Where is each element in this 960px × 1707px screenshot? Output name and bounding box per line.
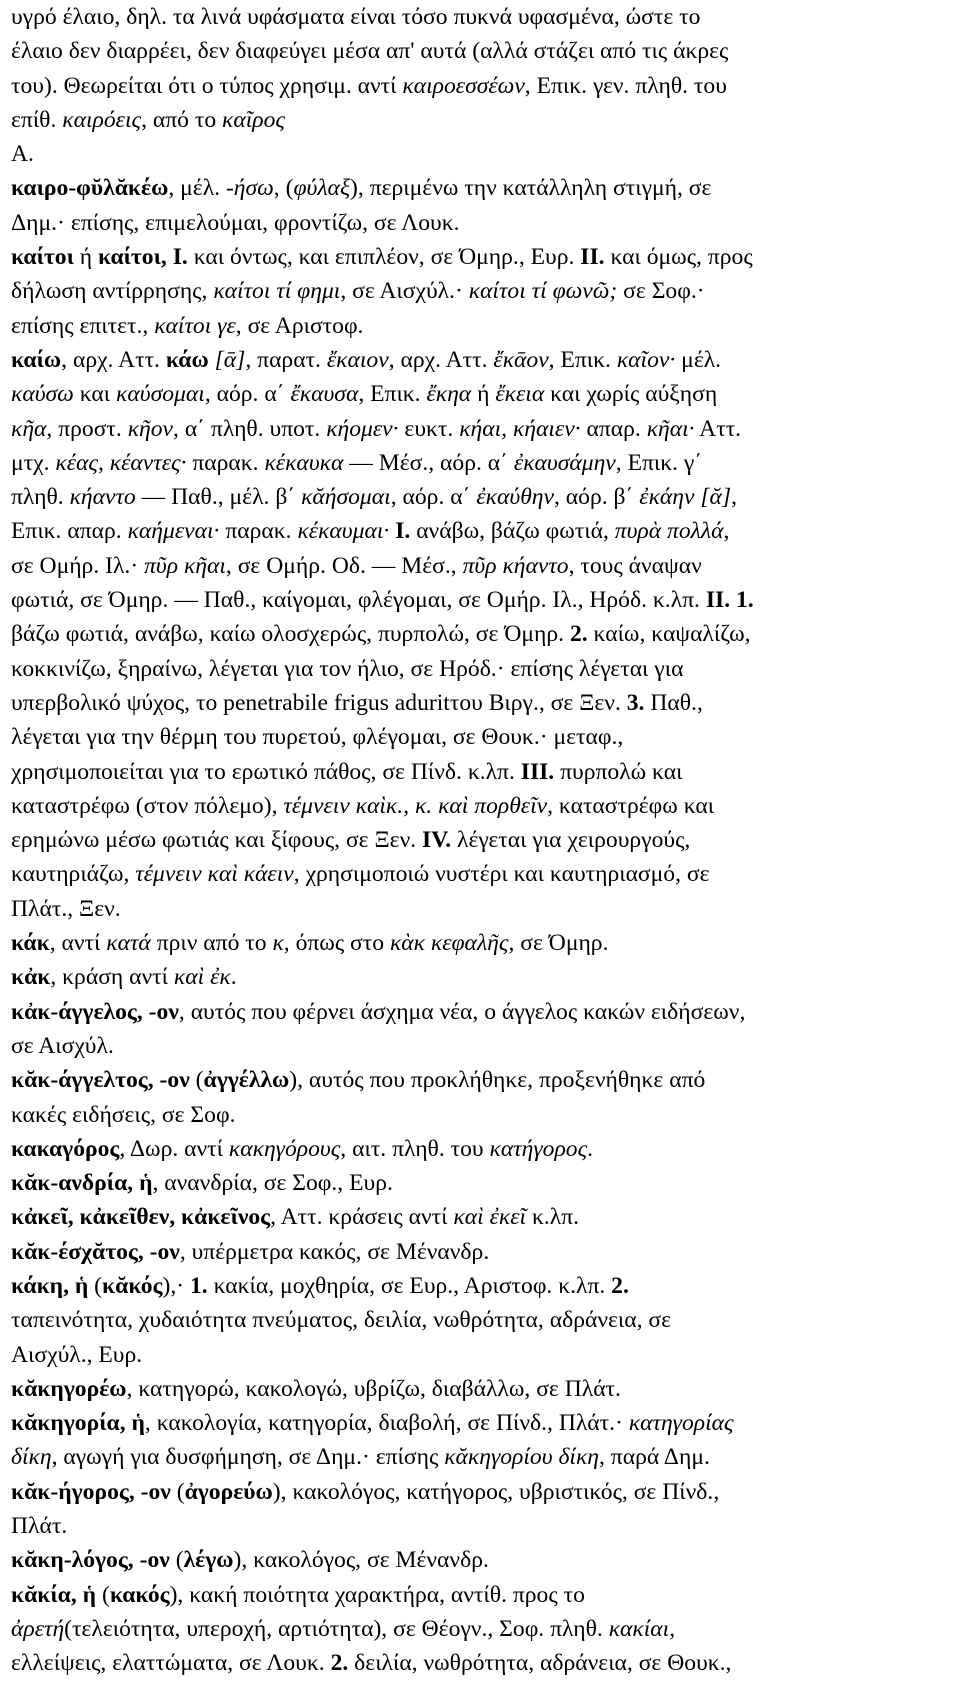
- bold-headword: IV.: [422, 827, 452, 854]
- text-run: Αττ.: [694, 415, 742, 442]
- text-run: (: [96, 1581, 110, 1608]
- text-run: μέλ.: [675, 346, 722, 373]
- text-run: , αγωγή για δυσφήμηση, σε Δημ.· επίσης: [51, 1444, 445, 1471]
- italic-form: κέας, κέαντες·: [55, 449, 187, 476]
- text-run: , Αττ. κράσεις αντί: [270, 1204, 454, 1231]
- italic-form: πῦρ κήαντο: [462, 552, 569, 579]
- text-line: [11, 686, 950, 720]
- text-run: ευκτ.: [398, 415, 460, 442]
- italic-form: ἔκηα: [426, 381, 472, 408]
- italic-form: ἔκαιον: [326, 346, 389, 373]
- text-line: [11, 995, 950, 1029]
- text-run: .: [230, 964, 237, 991]
- text-run: , Επικ.: [548, 346, 617, 373]
- italic-form: κατήγορος: [489, 1135, 588, 1162]
- text-line: [11, 549, 950, 583]
- text-run: κακές ειδήσεις, σε Σοφ.: [11, 1101, 236, 1128]
- text-line: [11, 1029, 950, 1063]
- text-line: [11, 1098, 950, 1132]
- bold-headword: κᾰκ-άγγελτος, -ον: [11, 1067, 190, 1094]
- text-run: , α΄ πληθ. υποτ.: [173, 415, 327, 442]
- bold-headword: κἀκ-άγγελος, -ον: [11, 998, 179, 1025]
- text-run: , σε Ομήρ. Οδ. — Μέσ.,: [225, 552, 463, 579]
- text-run: ,: [669, 1615, 676, 1642]
- text-run: , σε Όμηρ.: [508, 930, 609, 957]
- text-run: μτχ.: [11, 449, 56, 476]
- italic-form: τέμνειν καὶ κάειν: [135, 861, 294, 888]
- text-run: (: [169, 1547, 184, 1574]
- text-run: , Δωρ. αντί: [119, 1135, 229, 1162]
- text-run: , αυτός που φέρνει άσχημα νέα, ο άγγελος κακών ειδήσεων,: [178, 998, 746, 1025]
- text-line: [11, 789, 950, 823]
- text-run: και όμως, προς: [604, 244, 753, 271]
- text-run: επίσης επιτετ.,: [11, 312, 155, 339]
- text-run: , παρατ.: [245, 346, 327, 373]
- text-run: .: [587, 1135, 594, 1162]
- text-run: (: [189, 1067, 204, 1094]
- italic-form: πῦρ κῆαι: [144, 552, 226, 579]
- text-line: [11, 892, 950, 926]
- text-run: (: [88, 1272, 103, 1299]
- bold-headword: καίτοι, Ι.: [98, 244, 188, 271]
- text-run: ), κακολόγος, κατήγορος, υβριστικός, σε Πίνδ.,: [272, 1478, 720, 1505]
- italic-form: κήομεν·: [326, 415, 399, 442]
- bold-headword: κακός: [109, 1581, 170, 1608]
- text-run: επίθ.: [11, 106, 63, 133]
- text-run: Πλάτ., Ξεν.: [11, 895, 121, 922]
- text-line: [11, 583, 950, 617]
- italic-form: καίτοι τί φημι: [213, 278, 341, 305]
- text-line: [11, 137, 950, 171]
- bold-headword: κάκ: [11, 930, 50, 957]
- italic-form: καίτοι τί φωνῶ;: [468, 278, 618, 305]
- text-run: , υπέρμετρα κακός, σε Μένανδρ.: [179, 1238, 490, 1265]
- italic-form: καύσομαι: [116, 381, 205, 408]
- italic-form: ἔκαυσα: [290, 381, 359, 408]
- text-run: Πλάτ.: [11, 1513, 68, 1540]
- bold-headword: κᾰκηγορία, ἡ: [11, 1410, 145, 1437]
- text-line: [11, 343, 950, 377]
- text-line: [11, 926, 950, 960]
- text-run: σε Σοφ.·: [617, 278, 705, 305]
- text-line: [11, 1475, 950, 1509]
- text-run: κακία, μοχθηρία, σε Ευρ., Αριστοφ. κ.λπ.: [207, 1272, 612, 1299]
- italic-form: φύλαξ: [293, 175, 351, 202]
- text-line: [11, 1166, 950, 1200]
- italic-form: δίκη: [11, 1444, 52, 1471]
- text-run: κ.λπ.: [526, 1204, 579, 1231]
- text-line: [11, 617, 950, 651]
- bold-headword: 3.: [626, 689, 645, 716]
- bold-headword: κᾰκ-ήγορος, -ον: [11, 1478, 171, 1505]
- italic-form: τέμνειν καὶκ.: [283, 792, 404, 819]
- italic-form: κακηγόρους: [228, 1135, 341, 1162]
- text-run: Α.: [11, 141, 34, 168]
- italic-form: κήαι, κήαιεν·: [459, 415, 581, 442]
- text-run: , Επικ.: [358, 381, 427, 408]
- bold-headword: καιρο-φῠλᾰκέω: [11, 175, 169, 202]
- bold-headword: καίω: [11, 346, 62, 373]
- italic-form: καῖον·: [616, 346, 676, 373]
- italic-form: ἔκεια: [495, 381, 545, 408]
- text-run: , ανανδρία, σε Σοφ., Ευρ.: [152, 1170, 393, 1197]
- text-run: , αντί: [49, 930, 107, 957]
- bold-headword: 2.: [569, 621, 588, 648]
- text-run: , προστ.: [46, 415, 128, 442]
- italic-form: ἔκᾱον: [493, 346, 549, 373]
- text-line: [11, 514, 950, 548]
- text-line: [11, 69, 950, 103]
- text-run: , σε Αριστοφ.: [235, 312, 364, 339]
- italic-form: -ήσω: [225, 175, 274, 202]
- text-run: και χωρίς αύξηση: [544, 381, 718, 408]
- text-run: υγρό έλαιο, δηλ. τα λινά υφάσματα είναι τόσο πυκνά υφασμένα, ώστε το: [11, 4, 701, 30]
- text-line: [11, 103, 950, 137]
- text-line: [11, 1235, 950, 1269]
- italic-form: καήμεναι·: [127, 518, 220, 545]
- text-run: , μέλ.: [168, 175, 226, 202]
- text-run: , κατηγορώ, κακολογώ, υβρίζω, διαβάλλω, σε Πλάτ.: [126, 1375, 621, 1402]
- bold-headword: κάκη, ἡ: [11, 1272, 89, 1299]
- text-line: [11, 1440, 950, 1474]
- text-run: υπερβολικό ψύχος, το penetrabile frigus aduritτου Βιργ., σε Ξεν.: [11, 689, 627, 716]
- text-run: , σε Αισχύλ.·: [340, 278, 469, 305]
- text-run: ταπεινότητα, χυδαιότητα πνεύματος, δειλία, νωθρότητα, αδράνεια, σε: [11, 1307, 672, 1334]
- text-run: λέγεται για χειρουργούς,: [451, 827, 691, 854]
- text-run: , κράση αντί: [50, 964, 174, 991]
- text-line: [11, 1578, 950, 1612]
- text-line: [11, 857, 950, 891]
- text-line: [11, 274, 950, 308]
- italic-form: καὶ ἐκ: [173, 964, 231, 991]
- text-line: [11, 480, 950, 514]
- italic-form: κᾰήσομαι: [301, 484, 391, 511]
- text-run: , από το: [141, 106, 223, 133]
- text-line: [11, 309, 950, 343]
- text-run: Επικ. απαρ.: [11, 518, 128, 545]
- text-run: , Επικ. γ΄: [615, 449, 703, 476]
- bold-headword: κᾰκ-ανδρία, ἡ: [11, 1170, 153, 1197]
- text-run: , όπως στο: [283, 930, 390, 957]
- bold-headword: κᾰκηγορέω: [11, 1375, 127, 1402]
- bold-headword: ΙΙΙ.: [520, 758, 555, 785]
- bold-headword: κακαγόρος: [11, 1135, 120, 1162]
- text-line: [11, 1406, 950, 1440]
- bold-headword: καίτοι: [11, 244, 74, 271]
- text-run: ), περιμένω την κατάλληλη στιγμή, σε: [350, 175, 712, 202]
- text-run: βάζω φωτιά, ανάβω, καίω ολοσχερώς, πυρπολώ, σε Όμηρ.: [11, 621, 570, 648]
- text-line: [11, 1132, 950, 1166]
- italic-form: κέκαυμαι·: [297, 518, 390, 545]
- text-run: σε Ομήρ. Ιλ.·: [11, 552, 145, 579]
- text-line: [11, 412, 950, 446]
- text-run: απαρ.: [580, 415, 647, 442]
- text-line: [11, 240, 950, 274]
- text-run: ,: [403, 792, 415, 819]
- italic-form: κήαντο: [69, 484, 136, 511]
- italic-form: κὰκ κεφαλῆς: [389, 930, 509, 957]
- text-run: ερημώνω μέσω φωτιάς και ξίφους, σε Ξεν.: [11, 827, 423, 854]
- text-run: πληθ.: [11, 484, 70, 511]
- text-run: Παθ.,: [644, 689, 703, 716]
- bold-headword: Ι.: [395, 518, 411, 545]
- bold-headword: ΙΙ.: [580, 244, 605, 271]
- italic-form: καίτοι γε: [154, 312, 236, 339]
- text-run: , χρησιμοποιώ νυστέρι και καυτηριασμό, σε: [293, 861, 710, 888]
- text-line: [11, 0, 950, 34]
- text-run: και: [73, 381, 117, 408]
- bold-headword: κἀκεῖ, κἀκεῖθεν, κἀκεῖνος: [11, 1204, 271, 1231]
- text-line: [11, 755, 950, 789]
- text-line: [11, 377, 950, 411]
- italic-form: ἐκάην [ᾰ]: [639, 484, 732, 511]
- text-run: , κακολογία, κατηγορία, διαβολή, σε Πίνδ., Πλάτ.·: [144, 1410, 629, 1437]
- text-run: πριν από το: [150, 930, 273, 957]
- text-run: ελλείψεις, ελαττώματα, σε Λουκ.: [11, 1650, 331, 1677]
- text-line: [11, 1338, 950, 1372]
- text-run: ή: [73, 244, 99, 271]
- italic-form: κῆαι·: [646, 415, 695, 442]
- text-run: και όντως, και επιπλέον, σε Όμηρ., Ευρ.: [187, 244, 581, 271]
- bold-headword: 1.: [190, 1272, 208, 1299]
- text-line: [11, 1372, 950, 1406]
- text-run: (τελειότητα, υπεροχή, αρτιότητα), σε Θέογν., Σοφ. πληθ.: [64, 1615, 609, 1642]
- text-run: , Επικ. γεν. πληθ. του: [524, 72, 727, 99]
- bold-headword: ἀγορεύω: [184, 1478, 273, 1505]
- bold-headword: λέγω: [183, 1547, 234, 1574]
- text-run: ή: [471, 381, 496, 408]
- italic-form: κακίαι: [608, 1615, 670, 1642]
- text-line: [11, 171, 950, 205]
- text-run: , αρχ. Αττ.: [61, 346, 166, 373]
- bold-headword: κᾰκία, ἡ: [11, 1581, 97, 1608]
- text-run: , αόρ. α΄: [390, 484, 477, 511]
- text-run: λέγεται για την θέρμη του πυρετού, φλέγομαι, σε Θουκ.· μεταφ.,: [11, 724, 624, 751]
- text-line: [11, 1612, 950, 1646]
- text-run: ),·: [162, 1272, 190, 1299]
- italic-form: κατηγορίας: [628, 1410, 734, 1437]
- italic-form: ἀρετή: [11, 1615, 65, 1642]
- text-line: [11, 1200, 950, 1234]
- italic-form: καιρόεις: [62, 106, 142, 133]
- italic-form: κᾰκηγορίου δίκη: [444, 1444, 599, 1471]
- text-run: , αόρ. β΄: [553, 484, 640, 511]
- bold-headword: κᾰκ-έσχᾰτος, -ον: [11, 1238, 180, 1265]
- text-run: ανάβω, βάζω φωτιά,: [410, 518, 615, 545]
- text-line: [11, 446, 950, 480]
- text-run: παρακ.: [186, 449, 265, 476]
- text-line: [11, 1509, 950, 1543]
- text-run: χρησιμοποιείται για το ερωτικό πάθος, σε Πίνδ. κ.λπ.: [11, 758, 521, 785]
- text-run: ,: [723, 518, 730, 545]
- italic-form: ἐκαυσάμην: [513, 449, 616, 476]
- text-line: [11, 206, 950, 240]
- text-line: [11, 1063, 950, 1097]
- text-run: , παρά Δημ.: [599, 1444, 710, 1471]
- text-run: Αισχύλ., Ευρ.: [11, 1341, 143, 1368]
- text-line: [11, 1646, 950, 1680]
- text-line: [11, 1269, 950, 1303]
- text-run: καταστρέφω (στον πόλεμο),: [11, 792, 284, 819]
- italic-form: καύσω: [11, 381, 74, 408]
- text-run: φωτιά, σε Όμηρ. — Παθ., καίγομαι, φλέγομαι, σε Ομήρ. Ιλ., Ηρόδ. κ.λπ.: [11, 587, 706, 614]
- text-line: [11, 720, 950, 754]
- italic-form: κ. καὶ πορθεῖν: [414, 792, 548, 819]
- text-line: [11, 652, 950, 686]
- text-run: σε Αισχύλ.: [11, 1032, 114, 1059]
- text-line: [11, 34, 950, 68]
- italic-form: κατά: [106, 930, 151, 957]
- bold-headword: 2.: [330, 1650, 349, 1677]
- text-run: ,: [731, 484, 738, 511]
- italic-form: κέκαυκα: [264, 449, 344, 476]
- text-run: ), κακή ποιότητα χαρακτήρα, αντίθ. προς το: [169, 1581, 585, 1608]
- bold-headword: κᾰκη-λόγος, -ον: [11, 1547, 170, 1574]
- text-run: παρακ.: [219, 518, 298, 545]
- italic-form: καιροεσσέων: [402, 72, 525, 99]
- text-line: [11, 960, 950, 994]
- text-run: δήλωση αντίρρησης,: [11, 278, 214, 305]
- text-run: ), αυτός που προκλήθηκε, προξενήθηκε από: [289, 1067, 706, 1094]
- text-run: , αόρ. α΄: [204, 381, 291, 408]
- italic-form: κῆον: [127, 415, 174, 442]
- text-run: του). Θεωρείται ότι ο τύπος χρησιμ. αντί: [11, 72, 403, 99]
- bold-headword: κάω: [165, 346, 209, 373]
- italic-form: [ᾱ]: [214, 346, 246, 373]
- bold-headword: 2.: [611, 1272, 629, 1299]
- text-run: — Μέσ., αόρ. α΄: [343, 449, 514, 476]
- italic-form: καὶ ἐκεῖ: [453, 1204, 527, 1231]
- text-run: — Παθ., μέλ. β΄: [135, 484, 302, 511]
- text-run: , τους άναψαν: [568, 552, 702, 579]
- text-run: , (: [273, 175, 294, 202]
- bold-headword: ΙΙ. 1.: [705, 587, 754, 614]
- italic-form: ἐκαύθην: [476, 484, 554, 511]
- text-run: ), κακολόγος, σε Μένανδρ.: [233, 1547, 489, 1574]
- italic-form: κ: [272, 930, 284, 957]
- text-run: Δημ.· επίσης, επιμελούμαι, φροντίζω, σε Λουκ.: [11, 209, 460, 236]
- text-run: , αιτ. πληθ. του: [340, 1135, 490, 1162]
- bold-headword: ἀγγέλλω: [203, 1067, 290, 1094]
- text-run: , καταστρέφω και: [547, 792, 715, 819]
- text-line: [11, 823, 950, 857]
- text-line: [11, 1303, 950, 1337]
- bold-headword: κᾰκός: [102, 1272, 163, 1299]
- bold-headword: κἀκ: [11, 964, 51, 991]
- text-run: κοκκινίζω, ξηραίνω, λέγεται για τον ήλιο, σε Ηρόδ.· επίσης λέγεται για: [11, 655, 684, 682]
- text-run: καυτηριάζω,: [11, 861, 136, 888]
- text-run: πυρπολώ και: [554, 758, 683, 785]
- italic-form: καῖρος: [222, 106, 286, 133]
- text-run: καίω, καψαλίζω,: [587, 621, 751, 648]
- italic-form: κῆα: [11, 415, 47, 442]
- text-run: έλαιο δεν διαρρέει, δεν διαφεύγει μέσα απ' αυτά (αλλά στάζει από τις άκρες: [11, 38, 729, 65]
- text-run: (: [170, 1478, 185, 1505]
- italic-form: πυρὰ πολλά: [614, 518, 724, 545]
- text-run: δειλία, νωθρότητα, αδράνεια, σε Θουκ.,: [348, 1650, 732, 1677]
- text-line: [11, 1543, 950, 1577]
- text-run: , αρχ. Αττ.: [388, 346, 494, 373]
